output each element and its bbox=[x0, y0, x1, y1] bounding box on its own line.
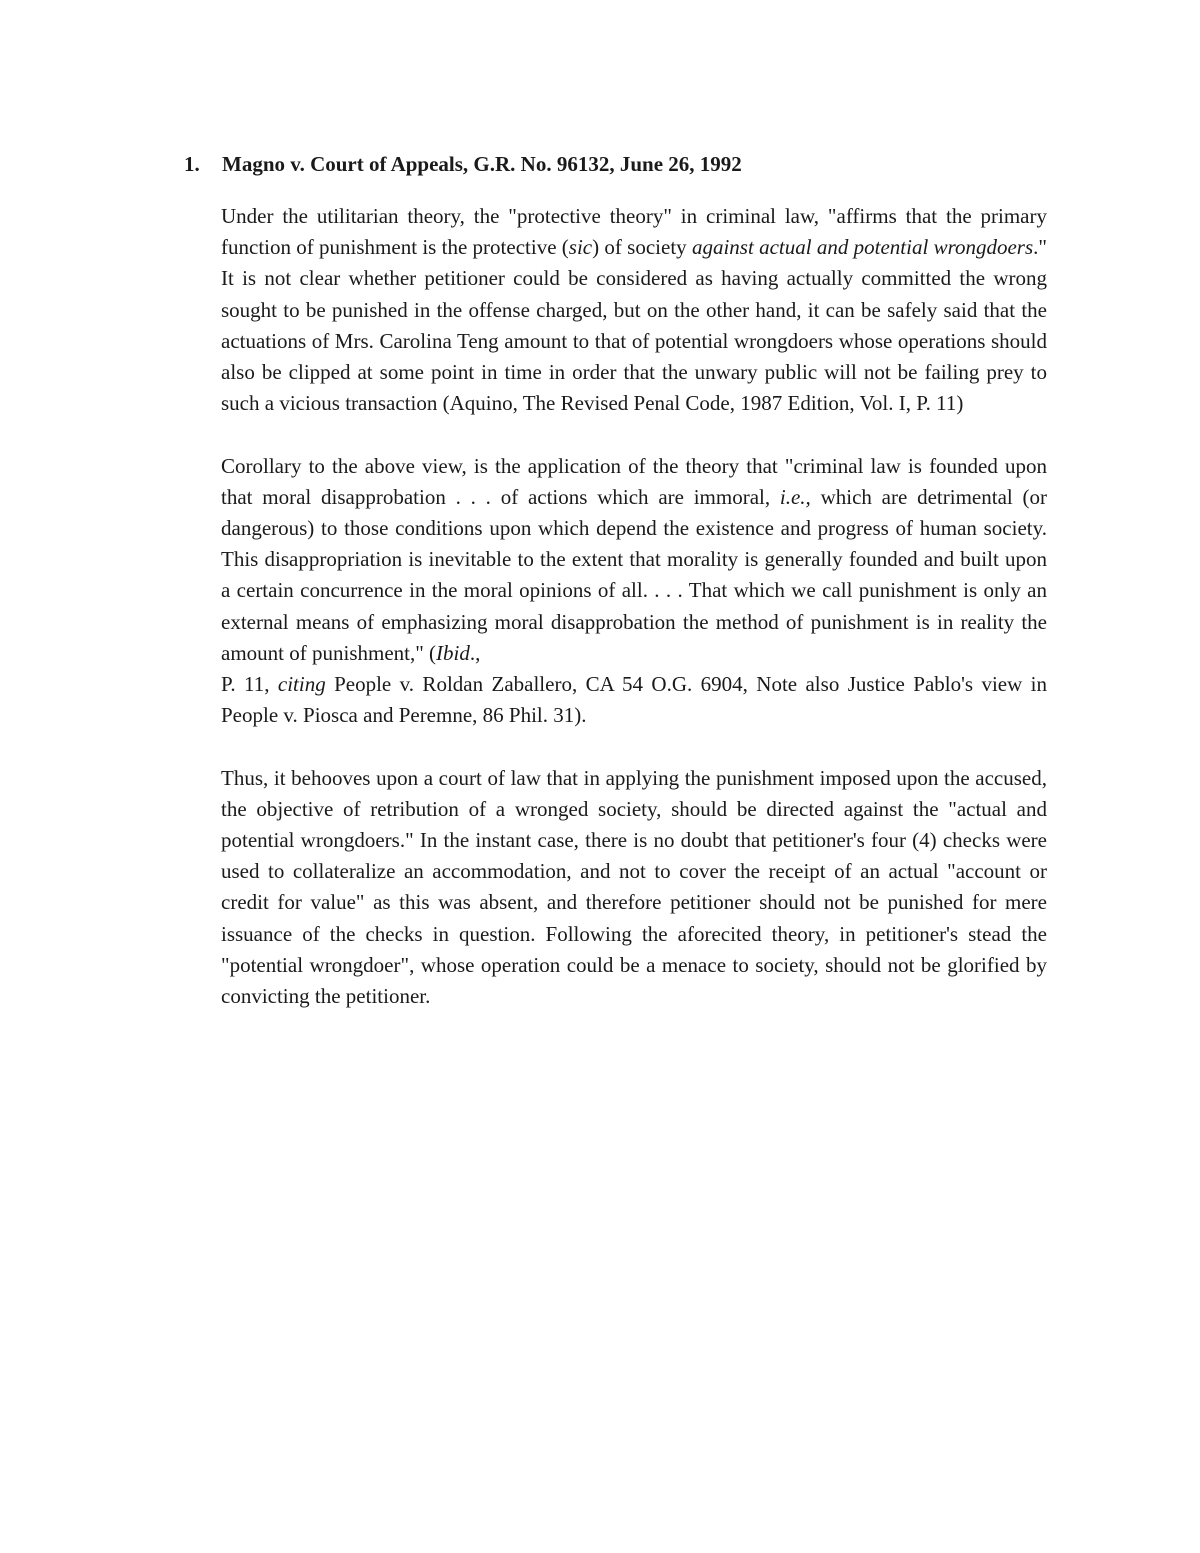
paragraph-protective-theory bbox=[221, 201, 1047, 419]
italic-text: sic bbox=[568, 235, 593, 260]
paragraph-conclusion: Thus, it behooves upon a court of law that in applying the punishment imposed upon the accused, the objective of retribution of a wronged society, should be directed against the "actual and potential wrongdoers." In the instant case, there is no doubt that petitioner's four (4) checks were used to collateralize an accommodation, and not to cover the receipt of an actual "account or credit for value" as this was absent, and therefore petitioner should not be punished for mere issuance of the checks in question. Following the aforecited theory, in petitioner's stead the "potential wrongdoer", whose operation could be a menace to society, should not be glorified by convicting the petitioner. bbox=[221, 765, 1047, 1009]
italic-text: citing bbox=[277, 672, 326, 697]
italic-text: i.e., bbox=[779, 484, 811, 509]
paragraph-text: ." It is not clear whether petitioner could be considered as having actually committed the wrong sought to be punished in the offense charged, but on the other hand, it can be safely said that the actuations of Mrs. Carolina Teng amount to that of potential wrongdoers whose operations should also be clipped at some point in time in order that the unwary public will not be failing prey to such a vicious transaction (Aquino, The Revised Penal Code, 1987 Edition, Vol. I, P. 11) bbox=[221, 235, 1047, 416]
case-heading bbox=[184, 149, 1084, 179]
paragraph-text: P. 11, bbox=[221, 672, 278, 697]
paragraph-text: ., bbox=[469, 640, 481, 665]
list-number: 1. bbox=[184, 152, 200, 176]
paragraph-text: Under the utilitarian theory, the "protective theory" in criminal law, "affirms that the primary function of punishment is the protective ( bbox=[221, 204, 1047, 260]
paragraph-text: which are detrimental (or dangerous) to those conditions upon which depend the existence and progress of human society. This disappropriation is inevitable to the extent that morality is generally founded and built upon a certain concurrence in the moral opinions of all. . . . That which we call punishment is only an external means of emphasizing moral disapprobation the method of punishment is in reality the amount of punishment," ( bbox=[221, 484, 1047, 665]
case-title: Magno v. Court of Appeals, G.R. No. 96132, June 26, 1992 bbox=[222, 152, 742, 176]
paragraph-citation bbox=[221, 669, 1047, 731]
paragraph-text: People v. Roldan Zaballero, CA 54 O.G. 6904, Note also Justice Pablo's view in People v. Piosca and Peremne, 86 Phil. 31). bbox=[221, 672, 1048, 728]
paragraph-text: Corollary to the above view, is the application of the theory that "criminal law is founded upon that moral disapprobation . . . of actions which are immoral, bbox=[221, 453, 1047, 509]
paragraph-moral-disapprobation bbox=[221, 451, 1047, 669]
italic-text: against actual and potential wrongdoers bbox=[691, 235, 1034, 260]
case-body bbox=[221, 201, 1047, 1043]
italic-text: Ibid bbox=[436, 640, 470, 665]
paragraph-text: ) of society bbox=[592, 235, 692, 260]
